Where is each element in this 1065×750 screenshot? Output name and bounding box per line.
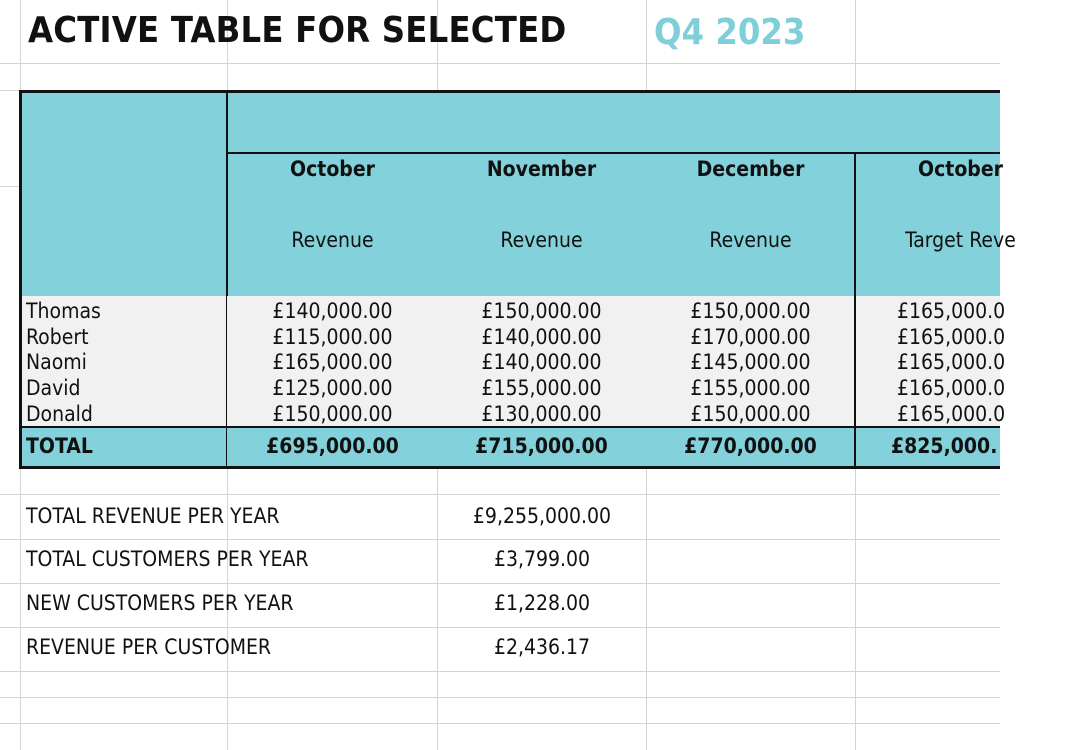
table-cell[interactable]: £155,000.00 (690, 376, 811, 400)
summary-value-total-revenue[interactable]: £9,255,000.00 (472, 504, 612, 528)
table-border-left (19, 90, 22, 469)
table-header-band (20, 92, 1000, 296)
row-name-david[interactable]: David (26, 376, 81, 400)
table-cell[interactable]: £165,000.0 (897, 299, 1006, 323)
table-cell[interactable]: £170,000.00 (690, 325, 811, 349)
quarter-label[interactable]: Q4 2023 (654, 12, 806, 53)
table-cell[interactable]: £155,000.00 (481, 376, 602, 400)
col-header-metric-3[interactable]: Revenue (709, 228, 792, 252)
col-header-month-december[interactable]: December (696, 157, 805, 181)
total-label[interactable]: TOTAL (26, 434, 93, 458)
row-name-donald[interactable]: Donald (26, 402, 93, 426)
summary-label-new-customers[interactable]: NEW CUSTOMERS PER YEAR (26, 591, 294, 615)
summary-label-total-customers[interactable]: TOTAL CUSTOMERS PER YEAR (26, 547, 309, 571)
table-cell[interactable]: £140,000.00 (481, 325, 602, 349)
table-border-top (19, 90, 1000, 93)
summary-value-revenue-per-customer[interactable]: £2,436.17 (493, 635, 591, 659)
table-cell[interactable]: £140,000.00 (481, 350, 602, 374)
table-cell[interactable]: £150,000.00 (272, 402, 393, 426)
summary-value-total-customers[interactable]: £3,799.00 (493, 547, 591, 571)
table-cell[interactable]: £115,000.00 (272, 325, 393, 349)
name-column-divider (226, 90, 228, 296)
table-cell[interactable]: £140,000.00 (272, 299, 393, 323)
col-header-metric-1[interactable]: Revenue (291, 228, 374, 252)
sheet-title[interactable]: ACTIVE TABLE FOR SELECTED (28, 10, 567, 51)
table-cell[interactable]: £165,000.00 (272, 350, 393, 374)
summary-label-revenue-per-customer[interactable]: REVENUE PER CUSTOMER (26, 635, 272, 659)
row-name-naomi[interactable]: Naomi (26, 350, 87, 374)
table-cell[interactable]: £165,000.0 (897, 325, 1006, 349)
total-cell[interactable]: £825,000. (891, 434, 998, 458)
col-header-metric-4[interactable]: Target Reve (905, 228, 1016, 252)
total-cell[interactable]: £770,000.00 (684, 434, 817, 458)
header-subdivider (227, 152, 1000, 154)
col-header-month-november[interactable]: November (486, 157, 597, 181)
table-cell[interactable]: £150,000.00 (481, 299, 602, 323)
summary-label-total-revenue[interactable]: TOTAL REVENUE PER YEAR (26, 504, 280, 528)
table-cell[interactable]: £130,000.00 (481, 402, 602, 426)
summary-value-new-customers[interactable]: £1,228.00 (493, 591, 591, 615)
table-cell[interactable]: £165,000.0 (897, 402, 1006, 426)
table-cell[interactable]: £150,000.00 (690, 299, 811, 323)
table-cell[interactable]: £165,000.0 (897, 376, 1006, 400)
table-cell[interactable]: £145,000.00 (690, 350, 811, 374)
total-cell[interactable]: £695,000.00 (266, 434, 399, 458)
table-cell[interactable]: £125,000.00 (272, 376, 393, 400)
col-header-metric-2[interactable]: Revenue (500, 228, 583, 252)
row-name-robert[interactable]: Robert (26, 325, 89, 349)
col-header-month-october[interactable]: October (290, 157, 375, 181)
name-column-divider-lower (226, 296, 227, 468)
table-border-bottom (19, 466, 1000, 469)
total-cell[interactable]: £715,000.00 (475, 434, 608, 458)
table-cell[interactable]: £150,000.00 (690, 402, 811, 426)
row-name-thomas[interactable]: Thomas (26, 299, 101, 323)
col-header-month-october-target[interactable]: October (918, 157, 1003, 181)
table-cell[interactable]: £165,000.0 (897, 350, 1006, 374)
